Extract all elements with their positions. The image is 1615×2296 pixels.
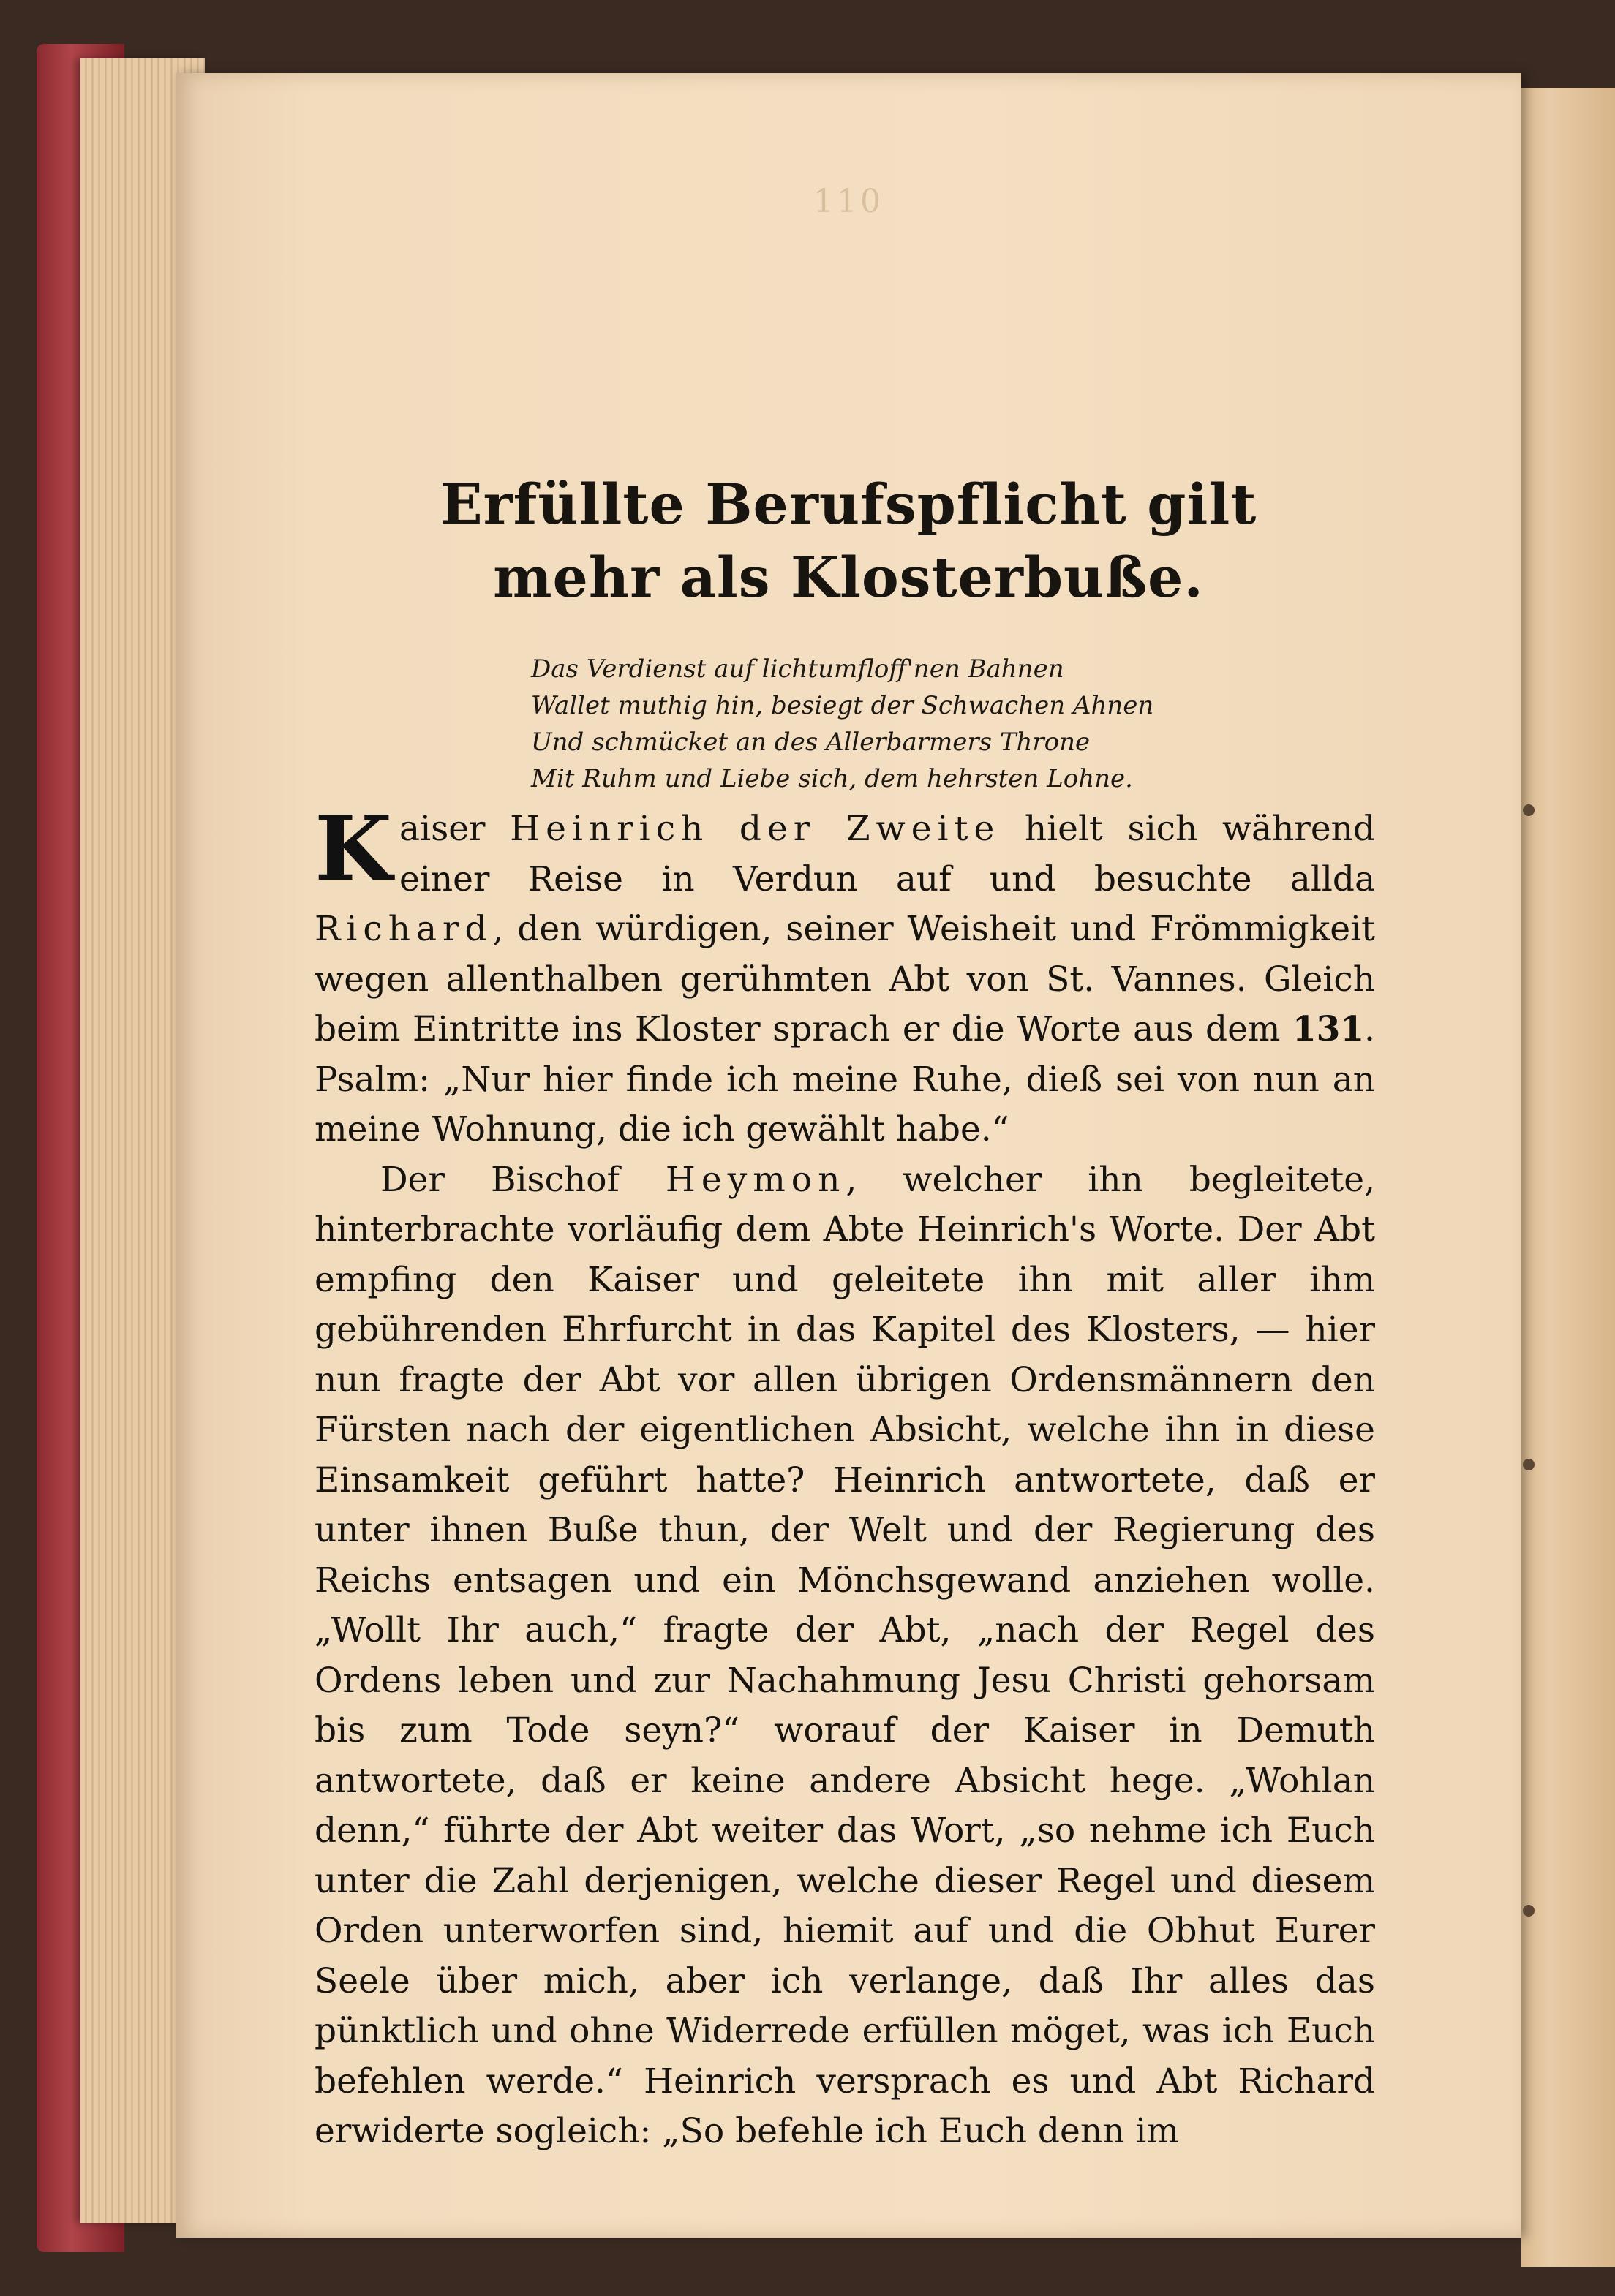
text-run: Der Bischof — [380, 1159, 666, 1200]
name-heinrich: Heinrich der Zweite — [510, 809, 1001, 849]
verse-line: Das Verdienst auf lichtumfloff'nen Bahnen — [531, 654, 1064, 684]
body-text — [315, 796, 1375, 2157]
name-heymon: Heymon — [665, 1159, 846, 1200]
binding-stitch-hole — [1523, 1459, 1535, 1470]
drop-cap-initial: K — [315, 796, 393, 901]
verse-line: Mit Ruhm und Liebe sich, dem hehrsten Lohne. — [531, 764, 1133, 793]
text-run: aiser — [399, 809, 511, 849]
verse-line: Und schmücket an des Allerbarmers Throne — [531, 728, 1091, 757]
book-page — [176, 73, 1521, 2238]
binding-stitch-hole — [1523, 1905, 1535, 1917]
text-run: , den würdigen, seiner Weisheit und Frömmigkeit wegen allenthalben gerühmten Abt von St. Vannes. Gleich beim Eintritte ins Kloster sprach er die Worte aus dem — [315, 909, 1375, 1049]
text-run: hielt sich während einer Reise in Verdun auf und besuchte allda — [399, 809, 1375, 899]
text-run: . Psalm: „Nur hier finde ich meine Ruhe, dieß sei von nun an meine Wohnung, die ich gewählt habe.“ — [315, 1009, 1375, 1149]
name-richard: Richard — [315, 909, 493, 949]
paragraph — [315, 1155, 1375, 2157]
psalm-number: 131 — [1292, 1009, 1365, 1049]
paragraph — [315, 796, 1375, 1155]
facing-page-edge — [1521, 88, 1615, 2267]
page-number-bleedthrough: 110 — [813, 183, 884, 220]
binding-stitch-hole — [1523, 804, 1535, 816]
chapter-title: Erfüllte Berufspflicht gilt mehr als Klosterbuße. — [440, 472, 1257, 610]
verse-line: Wallet muthig hin, besiegt der Schwachen Ahnen — [531, 691, 1154, 720]
text-run: , welcher ihn begleitete, hinterbrachte vorläufig dem Abte Heinrich's Worte. Der Abt empfing den Kaiser und geleitete ihn mit aller ihm gebührenden Ehrfurcht in das Kapitel des Klosters, — hier nun fragte der Abt vor allen übrigen Ordensmännern den Fürsten nach der eigentlichen Absicht, welche ihn in diese Einsamkeit geführt hatte? Heinrich antwortete, daß er unter ihnen Buße thun, der Welt und der Regierung des Reichs entsagen und ein Mönchsgewand anziehen wolle. „Wollt Ihr auch,“ fragte der Abt, „nach der Regel des Ordens leben und zur Nachahmung Jesu Christi gehorsam bis zum Tode seyn?“ worauf der Kaiser in Demuth antwortete, daß er keine andere Absicht hege. „Wohlan denn,“ führte der Abt weiter das Wort, „so nehme ich Euch unter die Zahl derjenigen, welche dieser Regel und diesem Orden unterworfen sind, hiemit auf und die Obhut Eurer Seele über mich, aber ich verlange, daß Ihr alles das pünktlich und ohne Widerrede erfüllen möget, was ich Euch befehlen werde.“ Heinrich versprach es und Abt Richard erwiderte sogleich: „So befehle ich Euch denn im — [315, 1159, 1375, 2151]
epigraph-verse — [531, 651, 1365, 797]
